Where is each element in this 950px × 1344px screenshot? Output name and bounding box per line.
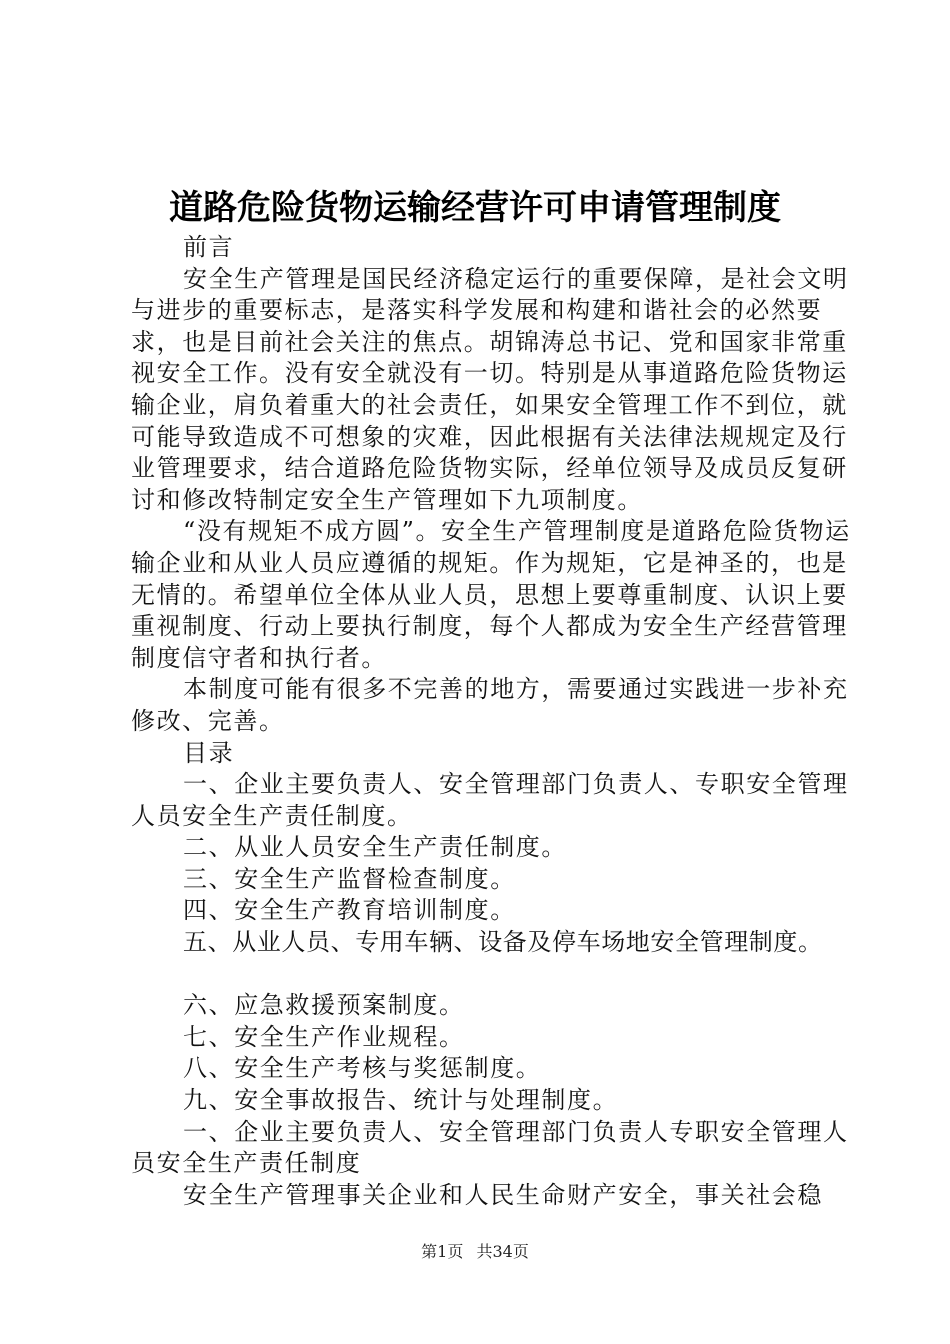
toc-item-9: 九、安全事故报告、统计与处理制度。 <box>183 1086 619 1115</box>
toc-item-3: 三、安全生产监督检查制度。 <box>183 864 516 893</box>
paragraph-preface-1: 安全生产管理是国民经济稳定运行的重要保障，是社会文明与进步的重要标志，是落实科学发展和构建和谐社会的必然要求，也是目前社会关注的焦点。胡锦涛总书记、党和国家非常重视安全工作。没有安全就没有一切。特别是从事道路危险货物运输企业，肩负着重大的社会责任，如果安全管理工作不到位，就可能导致造成不可想象的灾难，因此根据有关法律法规规定及行业管理要求，结合道路危险货物实际，经单位领导及成员反复研讨和修改特制定安全生产管理如下九项制度。 <box>131 264 849 514</box>
paragraph-preface-heading: 前言 <box>183 233 235 261</box>
page-total: 共34页 <box>476 1242 529 1261</box>
toc-item-8: 八、安全生产考核与奖惩制度。 <box>183 1054 542 1083</box>
blank-line <box>131 959 851 991</box>
toc-item-6: 六、应急救援预案制度。 <box>183 991 465 1020</box>
page-footer <box>0 1242 950 1262</box>
toc-item-4: 四、安全生产教育培训制度。 <box>183 896 516 925</box>
document-body <box>131 232 851 1211</box>
paragraph-preface-3: 本制度可能有很多不完善的地方，需要通过实践进一步补充修改、完善。 <box>131 675 849 735</box>
section-1-paragraph: 安全生产管理事关企业和人民生命财产安全，事关社会稳 <box>183 1180 823 1209</box>
paragraph-toc-heading: 目录 <box>183 738 235 767</box>
toc-item-1: 一、企业主要负责人、安全管理部门负责人、专职安全管理人员安全生产责任制度。 <box>131 770 849 830</box>
toc-item-5: 五、从业人员、专用车辆、设备及停车场地安全管理制度。 <box>183 928 823 957</box>
paragraph-preface-2: “没有规矩不成方圆”。安全生产管理制度是道路危险货物运输企业和从业人员应遵循的规矩。作为规矩，它是神圣的，也是无情的。希望单位全体从业人员，思想上要尊重制度、认识上要重视制度、行动上要执行制度，每个人都成为安全生产经营管理制度信守者和执行者。 <box>131 517 851 672</box>
toc-item-2: 二、从业人员安全生产责任制度。 <box>183 833 567 862</box>
section-1-heading: 一、企业主要负责人、安全管理部门负责人专职安全管理人员安全生产责任制度 <box>131 1117 849 1178</box>
toc-item-7: 七、安全生产作业规程。 <box>183 1022 465 1051</box>
page-number: 第1页 <box>421 1242 464 1261</box>
document-title: 道路危险货物运输经营许可申请管理制度 <box>169 188 781 228</box>
